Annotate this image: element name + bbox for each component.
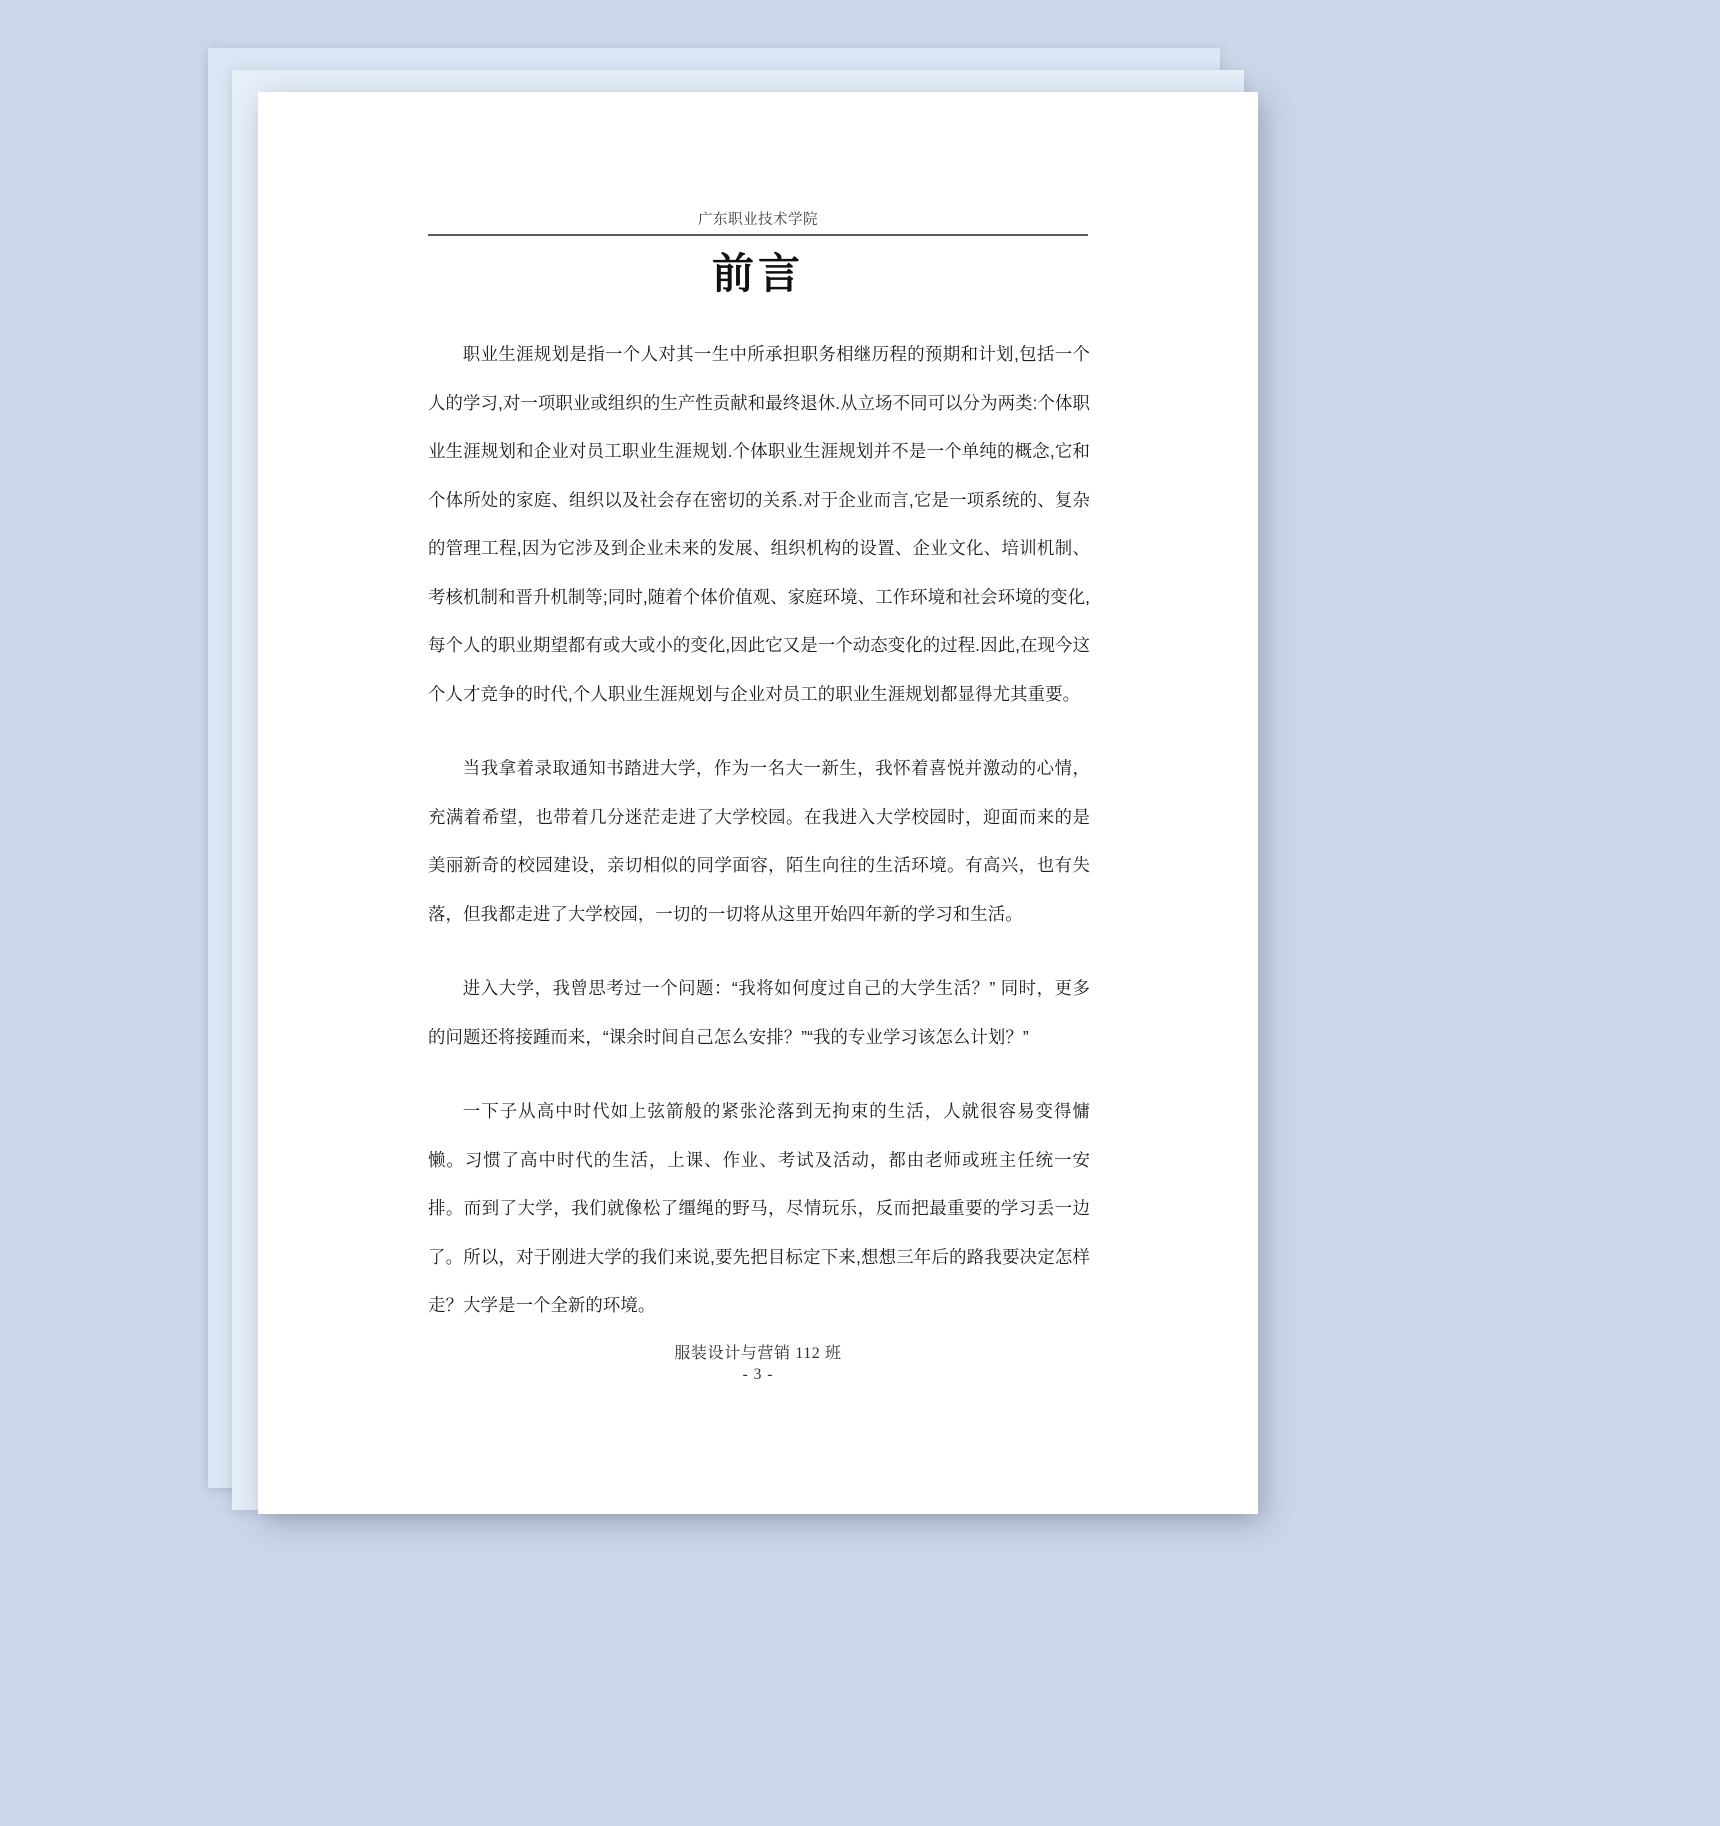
running-header bbox=[428, 208, 1088, 236]
header-divider-rule bbox=[428, 234, 1088, 236]
running-footer bbox=[428, 1340, 1088, 1384]
footer-department-label: 服装设计与营销 112 班 bbox=[674, 1345, 842, 1362]
document-page bbox=[258, 92, 1258, 1514]
page-content-area bbox=[428, 92, 1088, 1514]
body-paragraph-3: 进入大学，我曾思考过一个问题：“我将如何度过自己的大学生活？” 同时，更多的问题还将接踵而来，“课余时间自己怎么安排？”“我的专业学习该怎么计划？” bbox=[428, 978, 1090, 1047]
body-paragraph-4: 一下子从高中时代如上弦箭般的紧张沦落到无拘束的生活，人就很容易变得慵懒。习惯了高中时代的生活，上课、作业、考试及活动，都由老师或班主任统一安排。而到了大学，我们就像松了缰绳的野马，尽情玩乐，反而把最重要的学习丢一边了。所以，对于刚进大学的我们来说,要先把目标定下来,想想三年后的路我要决定怎样走？大学是一个全新的环境。 bbox=[428, 1101, 1090, 1315]
page-title: 前言 bbox=[711, 250, 804, 297]
document-body bbox=[428, 330, 1090, 1330]
body-paragraph-1: 职业生涯规划是指一个人对其一生中所承担职务相继历程的预期和计划,包括一个人的学习,对一项职业或组织的生产性贡献和最终退休.从立场不同可以分为两类:个体职业生涯规划和企业对员工职业生涯规划.个体职业生涯规划并不是一个单纯的概念,它和个体所处的家庭、组织以及社会存在密切的关系.对于企业而言,它是一项系统的、复杂的管理工程,因为它涉及到企业未来的发展、组织机构的设置、企业文化、培训机制、考核机制和晋升机制等;同时,随着个体价值观、家庭环境、工作环境和社会环境的变化,每个人的职业期望都有或大或小的变化,因此它又是一个动态变化的过程.因此,在现今这个人才竞争的时代,个人职业生涯规划与企业对员工的职业生涯规划都显得尤其重要。 bbox=[428, 344, 1090, 704]
header-institution-name: 广东职业技术学院 bbox=[698, 212, 818, 228]
footer-page-number: - 3 - bbox=[742, 1366, 774, 1383]
body-paragraph-2: 当我拿着录取通知书踏进大学，作为一名大一新生，我怀着喜悦并激动的心情，充满着希望，也带着几分迷茫走进了大学校园。在我进入大学校园时，迎面而来的是美丽新奇的校园建设，亲切相似的同学面容，陌生向往的生活环境。有高兴，也有失落，但我都走进了大学校园，一切的一切将从这里开始四年新的学习和生活。 bbox=[428, 758, 1090, 924]
